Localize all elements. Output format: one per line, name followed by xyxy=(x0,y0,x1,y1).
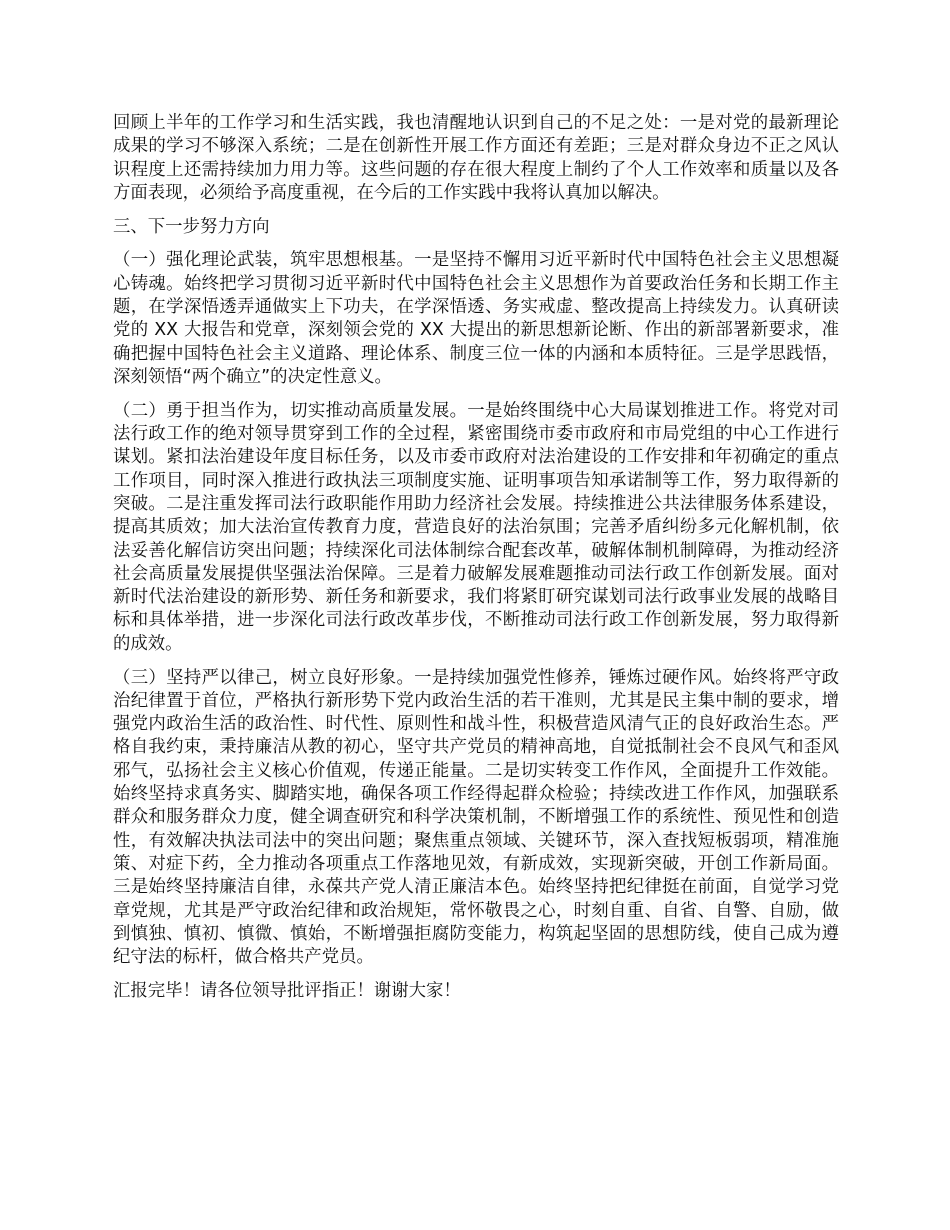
section-heading-next-steps: 三、下一步努力方向 xyxy=(113,216,270,237)
paragraph-closing: 汇报完毕！请各位领导批评指正！谢谢大家！ xyxy=(113,980,461,1001)
paragraph-self-discipline: （三）坚持严以律己，树立良好形象。一是持续加强党性修养，锤炼过硬作风。始终将严守政治纪律置于首位，严格执行新形势下党内政治生活的若干准则，尤其是民主集中制的要求，增强党内政治生活的政治性、时代性、原则性和战斗性，积极营造风清气正的良好政治生态。严格自我约束，秉持廉洁从教的初心，坚守共产党员的精神高地，自觉抵制社会不良风气和歪风邪气，弘扬社会主义核心价值观，传递正能量。二是切实转变工作作风，全面提升工作效能。始终坚持求真务实、脚踏实地，确保各项工作经得起群众检验；持续改进工作作风，加强联系群众和服务群众力度，健全调查研究和科学决策机制，不断增强工作的系统性、预见性和创造性，有效解决执法司法中的突出问题；聚焦重点领域、关键环节，深入查找短板弱项，精准施策、对症下药，全力推动各项重点工作落地见效，有新成效，实现新突破，开创工作新局面。三是始终坚持廉洁自律，永葆共产党人清正廉洁本色。始终坚持把纪律挺在前面，自觉学习党章党规，尤其是严守政治纪律和政治规矩，常怀敬畏之心，时刻自重、自省、自警、自励，做到慎独、慎初、慎微、慎始，不断增强拒腐防变能力，构筑起坚固的思想防线，使自己成为遵纪守法的标杆，做合格共产党员。 xyxy=(113,667,839,968)
document-page xyxy=(113,112,839,1014)
paragraph-shortcomings: 回顾上半年的工作学习和生活实践，我也清醒地认识到自己的不足之处：一是对党的最新理论成果的学习不够深入系统；二是在创新性开展工作方面还有差距；三是对群众身边不正之风认识程度上还需持续加力用力等。这些问题的存在很大程度上制约了个人工作效率和质量以及各方面表现，必须给予高度重视，在今后的工作实践中我将认真加以解决。 xyxy=(113,113,839,203)
paragraph-theory: （一）强化理论武装，筑牢思想根基。一是坚持不懈用习近平新时代中国特色社会主义思想凝心铸魂。始终把学习贯彻习近平新时代中国特色社会主义思想作为首要政治任务和长期工作主题，在学深悟透弄通做实上下功夫，在学深悟透、务实戒虚、整改提高上持续发力。认真研读党的 XX 大报告和党章，深刻领会党的 XX 大提出的新思想新论断、作出的新部署新要求，准确把握中国特色社会主义道路、理论体系、制度三位一体的内涵和本质特征。三是学思践悟，深刻领悟“两个确立”的决定性意义。 xyxy=(113,250,839,387)
paragraph-responsibility: （二）勇于担当作为，切实推动高质量发展。一是始终围绕中心大局谋划推进工作。将党对司法行政工作的绝对领导贯穿到工作的全过程，紧密围绕市委市政府和市局党组的中心工作进行谋划。紧扣法治建设年度目标任务，以及市委市政府对法治建设的工作安排和年初确定的重点工作项目，同时深入推进行政执法三项制度实施、证明事项告知承诺制等工作，努力取得新的突破。二是注重发挥司法行政职能作用助力经济社会发展。持续推进公共法律服务体系建设，提高其质效；加大法治宣传教育力度，营造良好的法治氛围；完善矛盾纠纷多元化解机制，依法妥善化解信访突出问题；持续深化司法体制综合配套改革，破解体制机制障碍，为推动经济社会高质量发展提供坚强法治保障。三是着力破解发展难题推动司法行政工作创新发展。面对新时代法治建设的新形势、新任务和新要求，我们将紧盯研究谋划司法行政事业发展的战略目标和具体举措，进一步深化司法行政改革步伐，不断推动司法行政工作创新发展，努力取得新的成效。 xyxy=(113,400,839,654)
